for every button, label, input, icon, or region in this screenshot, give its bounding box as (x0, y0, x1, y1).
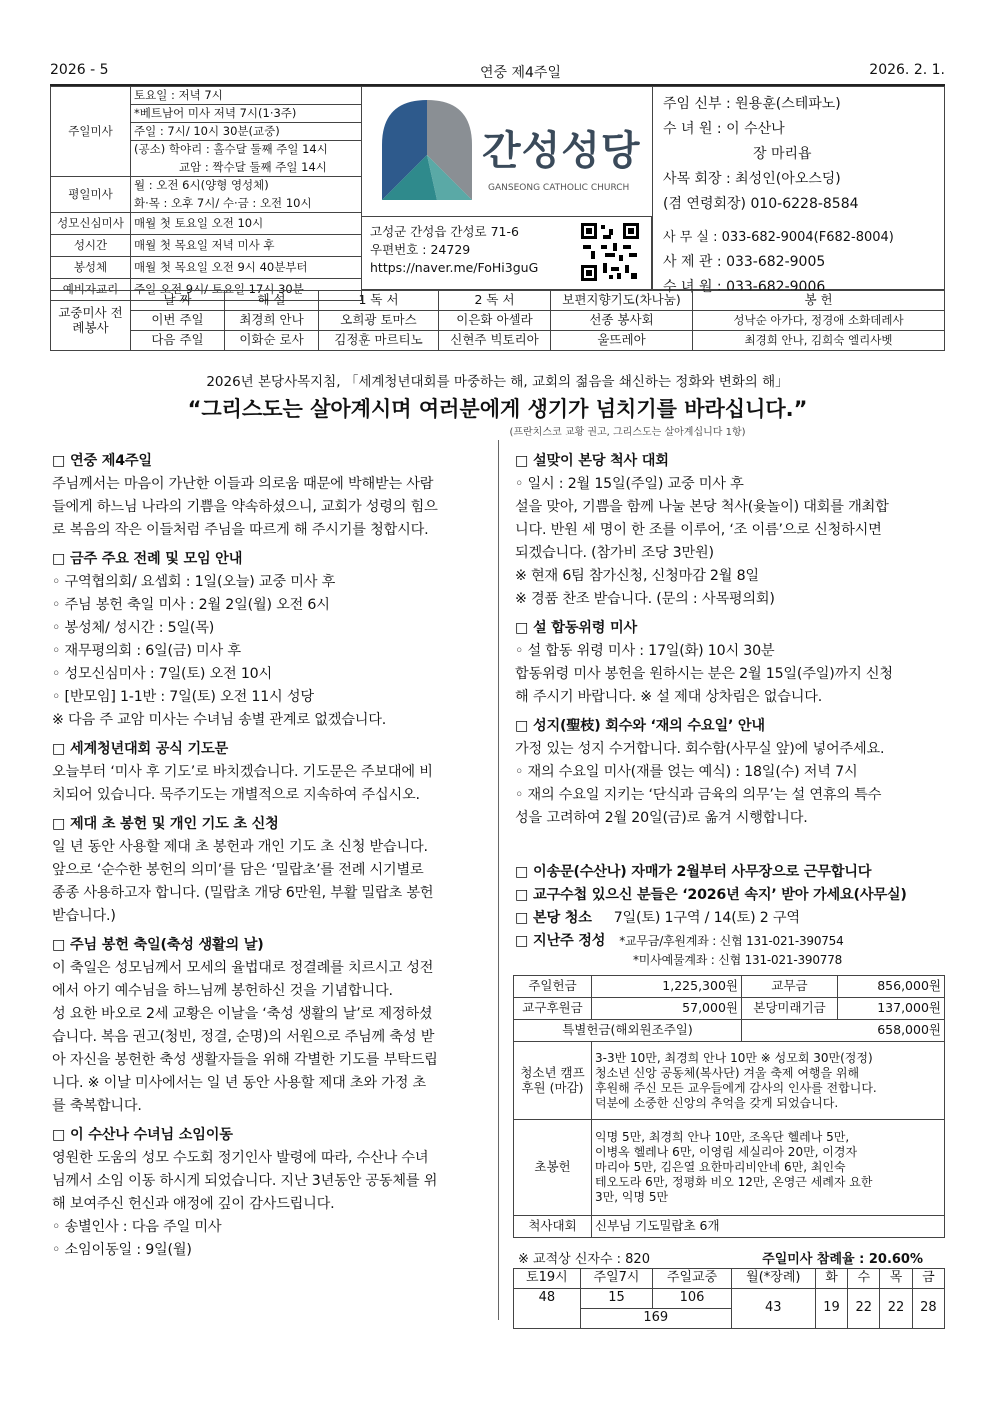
finance-value: 658,000원 (742, 1020, 945, 1042)
section-title: □ 세계청년대회 공식 기도문 (52, 741, 228, 757)
left-column (52, 450, 492, 1262)
stat-header: 월(*장례) (731, 1269, 815, 1289)
mass-stats-header (518, 1248, 945, 1267)
section-line: 성 요한 바오로 2세 교황은 이날을 ‘축성 생활의 날’로 제정하셨 (52, 1006, 433, 1022)
schedule-value: 매월 첫 토요일 오전 10시 (131, 213, 362, 235)
stat-value: 43 (731, 1289, 815, 1329)
stat-value: 48 (514, 1289, 581, 1309)
issue-number: 2026 - 5 (50, 62, 109, 78)
section-line: ◦ 소임이동일 : 9일(월) (52, 1242, 192, 1258)
finance-label: 주일헌금 (514, 976, 592, 998)
section-line: ◦ 일시 : 2월 15일(주일) 교중 미사 후 (515, 476, 744, 492)
section-line: ◦ 성모신심미사 : 7일(토) 오전 10시 (52, 666, 273, 682)
section-line: 들에게 하느님 나라의 기쁨을 약속하셨으니, 교회가 성령의 힘으 (52, 499, 438, 515)
liturgy-header: 봉 헌 (693, 291, 945, 311)
camp-line: 3-3반 10만, 최경희 안나 10만 ※ 성모회 30만(정정) (595, 1050, 873, 1065)
church-address (362, 216, 652, 290)
section-line: 님께서 소임 이동 하시게 되었습니다. 지난 3년동안 공동체를 위 (52, 1173, 438, 1189)
office-phone: 사 무 실 : 033-682-9004(F682-8004) (663, 230, 894, 245)
liturgy-cell: 울뜨레아 (551, 331, 693, 351)
theme-source: (프란치스코 교황 권고, 그리스도는 살아계십니다 1항) (509, 427, 746, 438)
stat-value: 106 (653, 1289, 731, 1309)
section-line: ※ 다음 주 교암 미사는 수녀님 송별 관계로 없겠습니다. (52, 712, 387, 728)
logo-subtext: GANSEONG CATHOLIC CHURCH (488, 183, 630, 193)
finance-label: 특별헌금(해외원조주일) (514, 1020, 742, 1042)
liturgy-service-table (50, 290, 945, 351)
section-line: 니다. ※ 이날 미사에서는 일 년 동안 사용할 제대 초와 가정 초 (52, 1075, 427, 1091)
liturgy-header: 보편지향기도(차나눔) (551, 291, 693, 311)
section-line: 습니다. 복음 권고(청빈, 정결, 순명)의 서원으로 주님께 축성 받 (52, 1029, 435, 1045)
finance-label: 교구후원금 (514, 998, 592, 1020)
section-line: 주님께서는 마음이 가난한 이들과 의로움 때문에 박해받는 사람 (52, 476, 434, 492)
liturgy-header: 1 독 서 (319, 291, 439, 311)
mass-schedule-table (50, 86, 362, 301)
game-label: 척사대회 (514, 1216, 592, 1238)
cleaning-title: □ 본당 청소 (515, 910, 592, 926)
cleaning-text: 7일(토) 1구역 / 14(토) 2 구역 (613, 910, 800, 926)
section-line: 설을 맞아, 기쁨을 함께 나눌 본당 척사(윷놀이) 대회를 개최합 (515, 499, 889, 515)
liturgy-cell: 이화순 로사 (225, 331, 319, 351)
liturgy-header: 날 짜 (131, 291, 225, 311)
section-title: □ 설맞이 본당 척사 대회 (515, 453, 669, 469)
finance-label: 본당미래기금 (742, 998, 838, 1020)
homepage-link[interactable]: https://naver.me/FoHi3guG (370, 260, 539, 276)
camp-line: 후원해 주신 모든 교우들에게 감사의 인사를 전합니다. (595, 1080, 877, 1095)
schedule-value: 주일 오전 9시/ 토요일 17시 30분 (131, 279, 362, 301)
convent-name: 수 녀 원 : 이 수산나 (663, 121, 785, 137)
liturgy-cell: 최경희 안나, 김희숙 엘리사벳 (693, 331, 945, 351)
pastoral-theme (50, 370, 945, 438)
finance-value: 1,225,300원 (592, 976, 742, 998)
section-line: ◦ 설 합동 위령 미사 : 17일(화) 10시 30분 (515, 643, 775, 659)
camp-label: 청소년 캠프 후원 (마감) (514, 1042, 592, 1120)
section-line: 일 년 동안 사용할 제대 초 봉헌과 개인 기도 초 신청 받습니다. (52, 839, 428, 855)
liturgy-cell: 신현주 빅토리아 (439, 331, 551, 351)
liturgy-cell: 이번 주일 (131, 311, 225, 331)
finance-value: 856,000원 (838, 976, 945, 998)
schedule-label: 성모신심미사 (51, 213, 131, 235)
weekday-mass-label: 평일미사 (51, 177, 131, 213)
schedule-label: 봉성체 (51, 257, 131, 279)
section-line: ◦ 재의 수요일 지키는 ‘단식과 금육의 의무’는 설 연휴의 특수 (515, 787, 882, 803)
section-title: □ 주님 봉헌 축일(축성 생활의 날) (52, 937, 264, 953)
contact-box (652, 86, 945, 295)
address-line: 고성군 간성읍 간성로 71-6 (370, 224, 519, 239)
section-line: 받습니다.) (52, 908, 116, 924)
stat-value: 22 (848, 1289, 880, 1329)
stat-value: 28 (912, 1289, 944, 1329)
sunday-total: 169 (580, 1309, 731, 1329)
schedule-label: 성시간 (51, 235, 131, 257)
section-title: □ 제대 초 봉헌 및 개인 기도 초 신청 (52, 816, 279, 832)
finance-value: 57,000원 (592, 998, 742, 1020)
rectory-phone: 사 제 관 : 033-682-9005 (663, 254, 826, 270)
postal-code: 우편번호 : 24729 (370, 242, 471, 258)
candle-line: 3만, 익명 5만 (595, 1190, 669, 1204)
convent-phone: 수 녀 원 : 033-682-9006 (663, 279, 826, 295)
mass-attendance-table (513, 1268, 945, 1329)
liturgy-cell: 김정훈 마르티노 (319, 331, 439, 351)
liturgy-cell: 성낙순 아가다, 정경애 소화데레사 (693, 311, 945, 331)
section-line: 니다. 반원 세 명이 한 조를 이루어, ‘조 이름’으로 신청하시면 (515, 522, 882, 538)
finance-table (513, 975, 945, 1238)
liturgy-cell: 오희광 토마스 (319, 311, 439, 331)
church-emblem-icon (377, 95, 477, 205)
section-line: ◦ 재무평의회 : 6일(금) 미사 후 (52, 643, 241, 659)
section-line: ※ 경품 찬조 받습니다. (문의 : 사목평의회) (515, 591, 775, 607)
section-line: 앞으로 ‘순수한 봉헌의 의미’를 담은 ‘밀랍초’를 전례 시기별로 (52, 862, 424, 878)
liturgy-cell: 다음 주일 (131, 331, 225, 351)
section-line: 되겠습니다. (참가비 조당 3만원) (515, 545, 714, 561)
schedule-line: 교암 : 짝수달 둘째 주일 14시 (131, 159, 362, 177)
stat-value: 15 (580, 1289, 653, 1309)
qr-code-icon (579, 221, 641, 283)
camp-line: 청소년 신앙 공동체(복사단) 겨울 축제 여행을 위해 (595, 1065, 860, 1080)
account-1: *교무금/후원계좌 : 신협 131-021-390754 (619, 934, 844, 948)
attendance-rate: 주일미사 참례율 : 20.60% (762, 1252, 923, 1267)
believer-count: ※ 교적상 신자수 : 820 (518, 1252, 650, 1267)
section-line: 합동위령 미사 봉헌을 원하시는 분은 2월 15일(주일)까지 신청 (515, 666, 893, 682)
council-president: 사목 회장 : 최성인(아오스딩) (663, 171, 841, 187)
stat-header: 목 (880, 1269, 912, 1289)
theme-line: 2026년 본당사목지침, 「세계청년대회를 마중하는 해, 교회의 젊음을 쇄신하는 정화와 변화의 해」 (206, 374, 789, 390)
schedule-value: 매월 첫 목요일 오전 9시 40분부터 (131, 257, 362, 279)
church-logo (362, 86, 652, 216)
candle-label: 초봉헌 (514, 1120, 592, 1216)
stat-header: 주일7시 (580, 1269, 653, 1289)
bulletin-date: 2026. 2. 1. (869, 62, 945, 78)
candle-line: 이병옥 헬레나 6만, 이영림 세실리아 20만, 이경자 (595, 1145, 858, 1159)
stat-header: 토19시 (514, 1269, 581, 1289)
game-text: 신부님 기도밀랍초 6개 (592, 1216, 945, 1238)
section-line: 성을 고려하여 2월 20일(금)로 옮겨 시행합니다. (515, 810, 808, 826)
finance-label: 교무금 (742, 976, 838, 998)
section-line: 가정 있는 성지 수거합니다. 회수함(사무실 앞)에 넣어주세요. (515, 741, 885, 757)
liturgy-cell: 최경희 안나 (225, 311, 319, 331)
section-line: ◦ 구역협의회/ 요셉회 : 1일(오늘) 교중 미사 후 (52, 574, 336, 590)
candle-text (592, 1120, 945, 1216)
stat-header: 주일교중 (653, 1269, 731, 1289)
stat-header: 금 (912, 1269, 944, 1289)
liturgy-header: 2 독 서 (439, 291, 551, 311)
stat-value: 19 (815, 1289, 847, 1329)
liturgy-label: 교중미사 전례봉사 (51, 291, 131, 351)
section-line: 를 축복합니다. (52, 1098, 142, 1114)
section-line: ◦ 주님 봉헌 축일 미사 : 2월 2일(월) 오전 6시 (52, 597, 330, 613)
schedule-line: (공소) 학야리 : 홀수달 둘째 주일 14시 (131, 141, 362, 159)
liturgical-week: 연중 제4주일 (480, 65, 561, 81)
logo-text: 간성성당 (482, 128, 641, 174)
schedule-line: 토요일 : 저녁 7시 (131, 87, 362, 105)
section-line: 로 복음의 작은 이들처럼 주님을 따르게 해 주시기를 청합시다. (52, 522, 429, 538)
schedule-line: 주일 : 7시/ 10시 30분(교중) (131, 123, 362, 141)
section-line: ◦ 봉성체/ 성시간 : 5일(목) (52, 620, 215, 636)
liturgy-header: 해 설 (225, 291, 319, 311)
section-line: ◦ 재의 수요일 미사(재를 얹는 예식) : 18일(수) 저녁 7시 (515, 764, 858, 780)
section-line: 치되어 있습니다. 묵주기도는 개별적으로 지속하여 주십시오. (52, 787, 420, 803)
section-line: 영원한 도움의 성모 수도회 정기인사 발령에 따라, 수산나 수녀 (52, 1150, 429, 1166)
schedule-line: 화·목 : 오후 7시/ 수·금 : 오전 10시 (131, 195, 362, 213)
stat-header: 화 (815, 1269, 847, 1289)
section-line: 해 주시기 바랍니다. ※ 설 제대 상차림은 없습니다. (515, 689, 823, 705)
liturgy-cell: 이은화 아셀라 (439, 311, 551, 331)
section-line: 에서 아기 예수님을 하느님께 봉헌하신 것을 기념합니다. (52, 983, 393, 999)
section-line: 종종 사용하고자 합니다. (밀랍초 개당 6만원, 부활 밀랍초 봉헌 (52, 885, 434, 901)
column-divider (498, 440, 499, 1320)
schedule-label: 예비자교리 (51, 279, 131, 301)
notice-item: □ 이송문(수산나) 자매가 2월부터 사무장으로 근무합니다 (515, 864, 872, 880)
notices (515, 861, 947, 969)
section-line: ※ 현재 6팀 참가신청, 신청마감 2월 8일 (515, 568, 759, 584)
section-title: □ 연중 제4주일 (52, 453, 152, 469)
section-line: 아 자신을 봉헌한 축성 생활자들을 위해 각별한 기도를 부탁드립 (52, 1052, 438, 1068)
notice-item: □ 교구수첩 있으신 분들은 ‘2026년 속지’ 받아 가세요(사무실) (515, 887, 907, 903)
pastor-name: 주임 신부 : 원용훈(스테파노) (663, 96, 841, 112)
section-line: ◦ [반모임] 1-1반 : 7일(토) 오전 11시 성당 (52, 689, 314, 705)
account-2: *미사예물계좌 : 신협 131-021-390778 (633, 953, 843, 967)
theme-quote: “그리스도는 살아계시며 여러분에게 생기가 넘치기를 바라십니다.” (187, 397, 808, 421)
sunday-mass-label: 주일미사 (51, 87, 131, 177)
camp-text (592, 1042, 945, 1120)
candle-line: 마리아 5만, 김은열 요한마리비안네 6만, 최인숙 (595, 1160, 846, 1174)
section-title: □ 성지(聖枝) 회수와 ‘재의 수요일’ 안내 (515, 718, 765, 734)
convent-name-2: 장 마리욥 (753, 146, 812, 162)
candle-line: 테오도라 6만, 정평화 비오 12만, 온영근 세례자 요한 (595, 1175, 873, 1189)
schedule-line: 월 : 오전 6시(양형 영성체) (131, 177, 362, 195)
section-line: 이 축일은 성모님께서 모세의 율법대로 정결례를 치르시고 성전 (52, 960, 434, 976)
right-column (515, 450, 947, 830)
candle-line: 익명 5만, 최경희 안나 10만, 조옥단 헬레나 5만, (595, 1130, 850, 1144)
camp-line: 덕분에 소중한 신앙의 추억을 갖게 되었습니다. (595, 1095, 839, 1110)
offering-title: □ 지난주 정성 (515, 933, 606, 949)
liturgy-cell: 선종 봉사회 (551, 311, 693, 331)
section-title: □ 금주 주요 전례 및 모임 안내 (52, 551, 243, 567)
section-line: 해 보여주신 헌신과 애정에 깊이 감사드립니다. (52, 1196, 335, 1212)
council-phone: (겸 연령회장) 010-6228-8584 (663, 196, 859, 212)
schedule-value: 매월 첫 목요일 저녁 미사 후 (131, 235, 362, 257)
section-title: □ 이 수산나 수녀님 소임이동 (52, 1127, 233, 1143)
section-line: 오늘부터 ‘미사 후 기도’로 바치겠습니다. 기도문은 주보대에 비 (52, 764, 433, 780)
finance-value: 137,000원 (838, 998, 945, 1020)
stat-header: 수 (848, 1269, 880, 1289)
stat-value: 22 (880, 1289, 912, 1329)
section-line: ◦ 송별인사 : 다음 주일 미사 (52, 1219, 222, 1235)
section-title: □ 설 합동위령 미사 (515, 620, 637, 636)
schedule-line: *베트남어 미사 저녁 7시(1·3주) (131, 105, 362, 123)
